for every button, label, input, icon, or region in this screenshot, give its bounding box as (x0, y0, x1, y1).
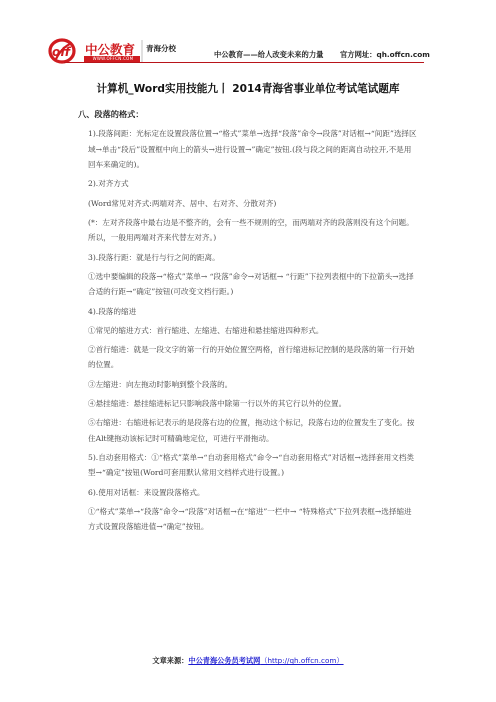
paragraph: 6).使用对话框：来设置段落格式。 (88, 487, 205, 497)
header-slogan-line (214, 50, 430, 60)
paragraph: (*：左对齐段落中最右边是不整齐的，会有一些不规则的空，而两端对齐的段落则没有这个问题。所以，一般用两端对齐来代替左对齐。) (88, 217, 414, 243)
logo-domain-text: WWW.OFFCN.COM (92, 56, 134, 61)
logo-main-text: 中公教育 (85, 42, 136, 57)
paragraph: ②首行缩进：就是一段文字的第一行的开始位置空两格，首行缩进标记控制的是段落的第一行开始的位置。 (88, 344, 415, 370)
footer-source-url[interactable]: （http://qh.offcn.com） (260, 656, 344, 665)
paragraph: 4).段落的缩进 (88, 306, 137, 316)
paragraph: 3).段落行距：就是行与行之间的距离。 (88, 252, 220, 262)
section-heading: 八、段落的格式： (78, 109, 144, 119)
paragraph: 1).段落间距：光标定在设置段落位置→“格式”菜单→选择“段落”命令→段落”对话框→“间距”选择区域→单击“段后”设置框中向上的箭头→进行设置→”确定”按钮.(段与段之间的距离自动拉开,不是用回车来确定的)。 (88, 129, 417, 170)
header-divider (64, 62, 424, 63)
paragraph: ①常见的缩进方式：首行缩进、左缩进、右缩进和悬挂缩进四种形式。 (88, 325, 324, 335)
svg-text:off: off (52, 45, 71, 59)
header-slogan: 中公教育——给人改变未来的力量 (214, 50, 324, 59)
paragraph: ③左缩进：向左拖动时影响到整个段落的。 (88, 379, 233, 389)
paragraph: 2).对齐方式 (88, 179, 129, 189)
header-url-label: 官方网址： (340, 50, 377, 59)
paragraph: ⑤右缩进：右缩进标记表示的是段落右边的位置，拖动这个标记，段落右边的位置发生了变化。按住Alt键拖动该标记时可精确地定位，可进行平滑拖动。 (88, 418, 415, 443)
paragraph: 5).自动套用格式：①“格式”菜单→“自动套用格式”命令→“自动套用格式”对话框→选择套用文档类型→“确定”按钮(Word可套用默认常用文档样式进行设置。) (88, 452, 414, 478)
logo-branch-text: 青海分校 (146, 44, 176, 53)
paragraph: ①选中要编辑的段落→“格式”菜单→ “段落”命令→对话框→ “行距”下拉列表框中的下拉箭头→选择合适的行距→“确定”按钮(可改变文档行距。) (88, 271, 414, 297)
document-title: 计算机_Word实用技能九丨 2014青海省事业单位考试笔试题库 (96, 83, 400, 95)
header-url[interactable]: qh.offcn.com (376, 50, 430, 59)
footer-source-label: 文章来源： (152, 656, 189, 665)
paragraph: ①“格式”菜单→“段落”命令→“段落”对话框→在“缩进”一栏中→ “特殊格式”下拉列表框→选择缩进方式设置段落缩进值→“确定”按钮。 (88, 506, 412, 532)
paragraph: ④悬挂缩进：悬挂缩进标记只影响段落中除第一行以外的其它行以外的位置。 (88, 398, 347, 408)
footer-source-link[interactable]: 中公青海公务员考试网 (188, 656, 261, 665)
header-url-block (340, 50, 430, 59)
paragraph: (Word常见对齐式:两端对齐、居中、右对齐、分散对齐) (88, 198, 277, 208)
document-body (78, 126, 418, 539)
footer-source (0, 656, 496, 666)
